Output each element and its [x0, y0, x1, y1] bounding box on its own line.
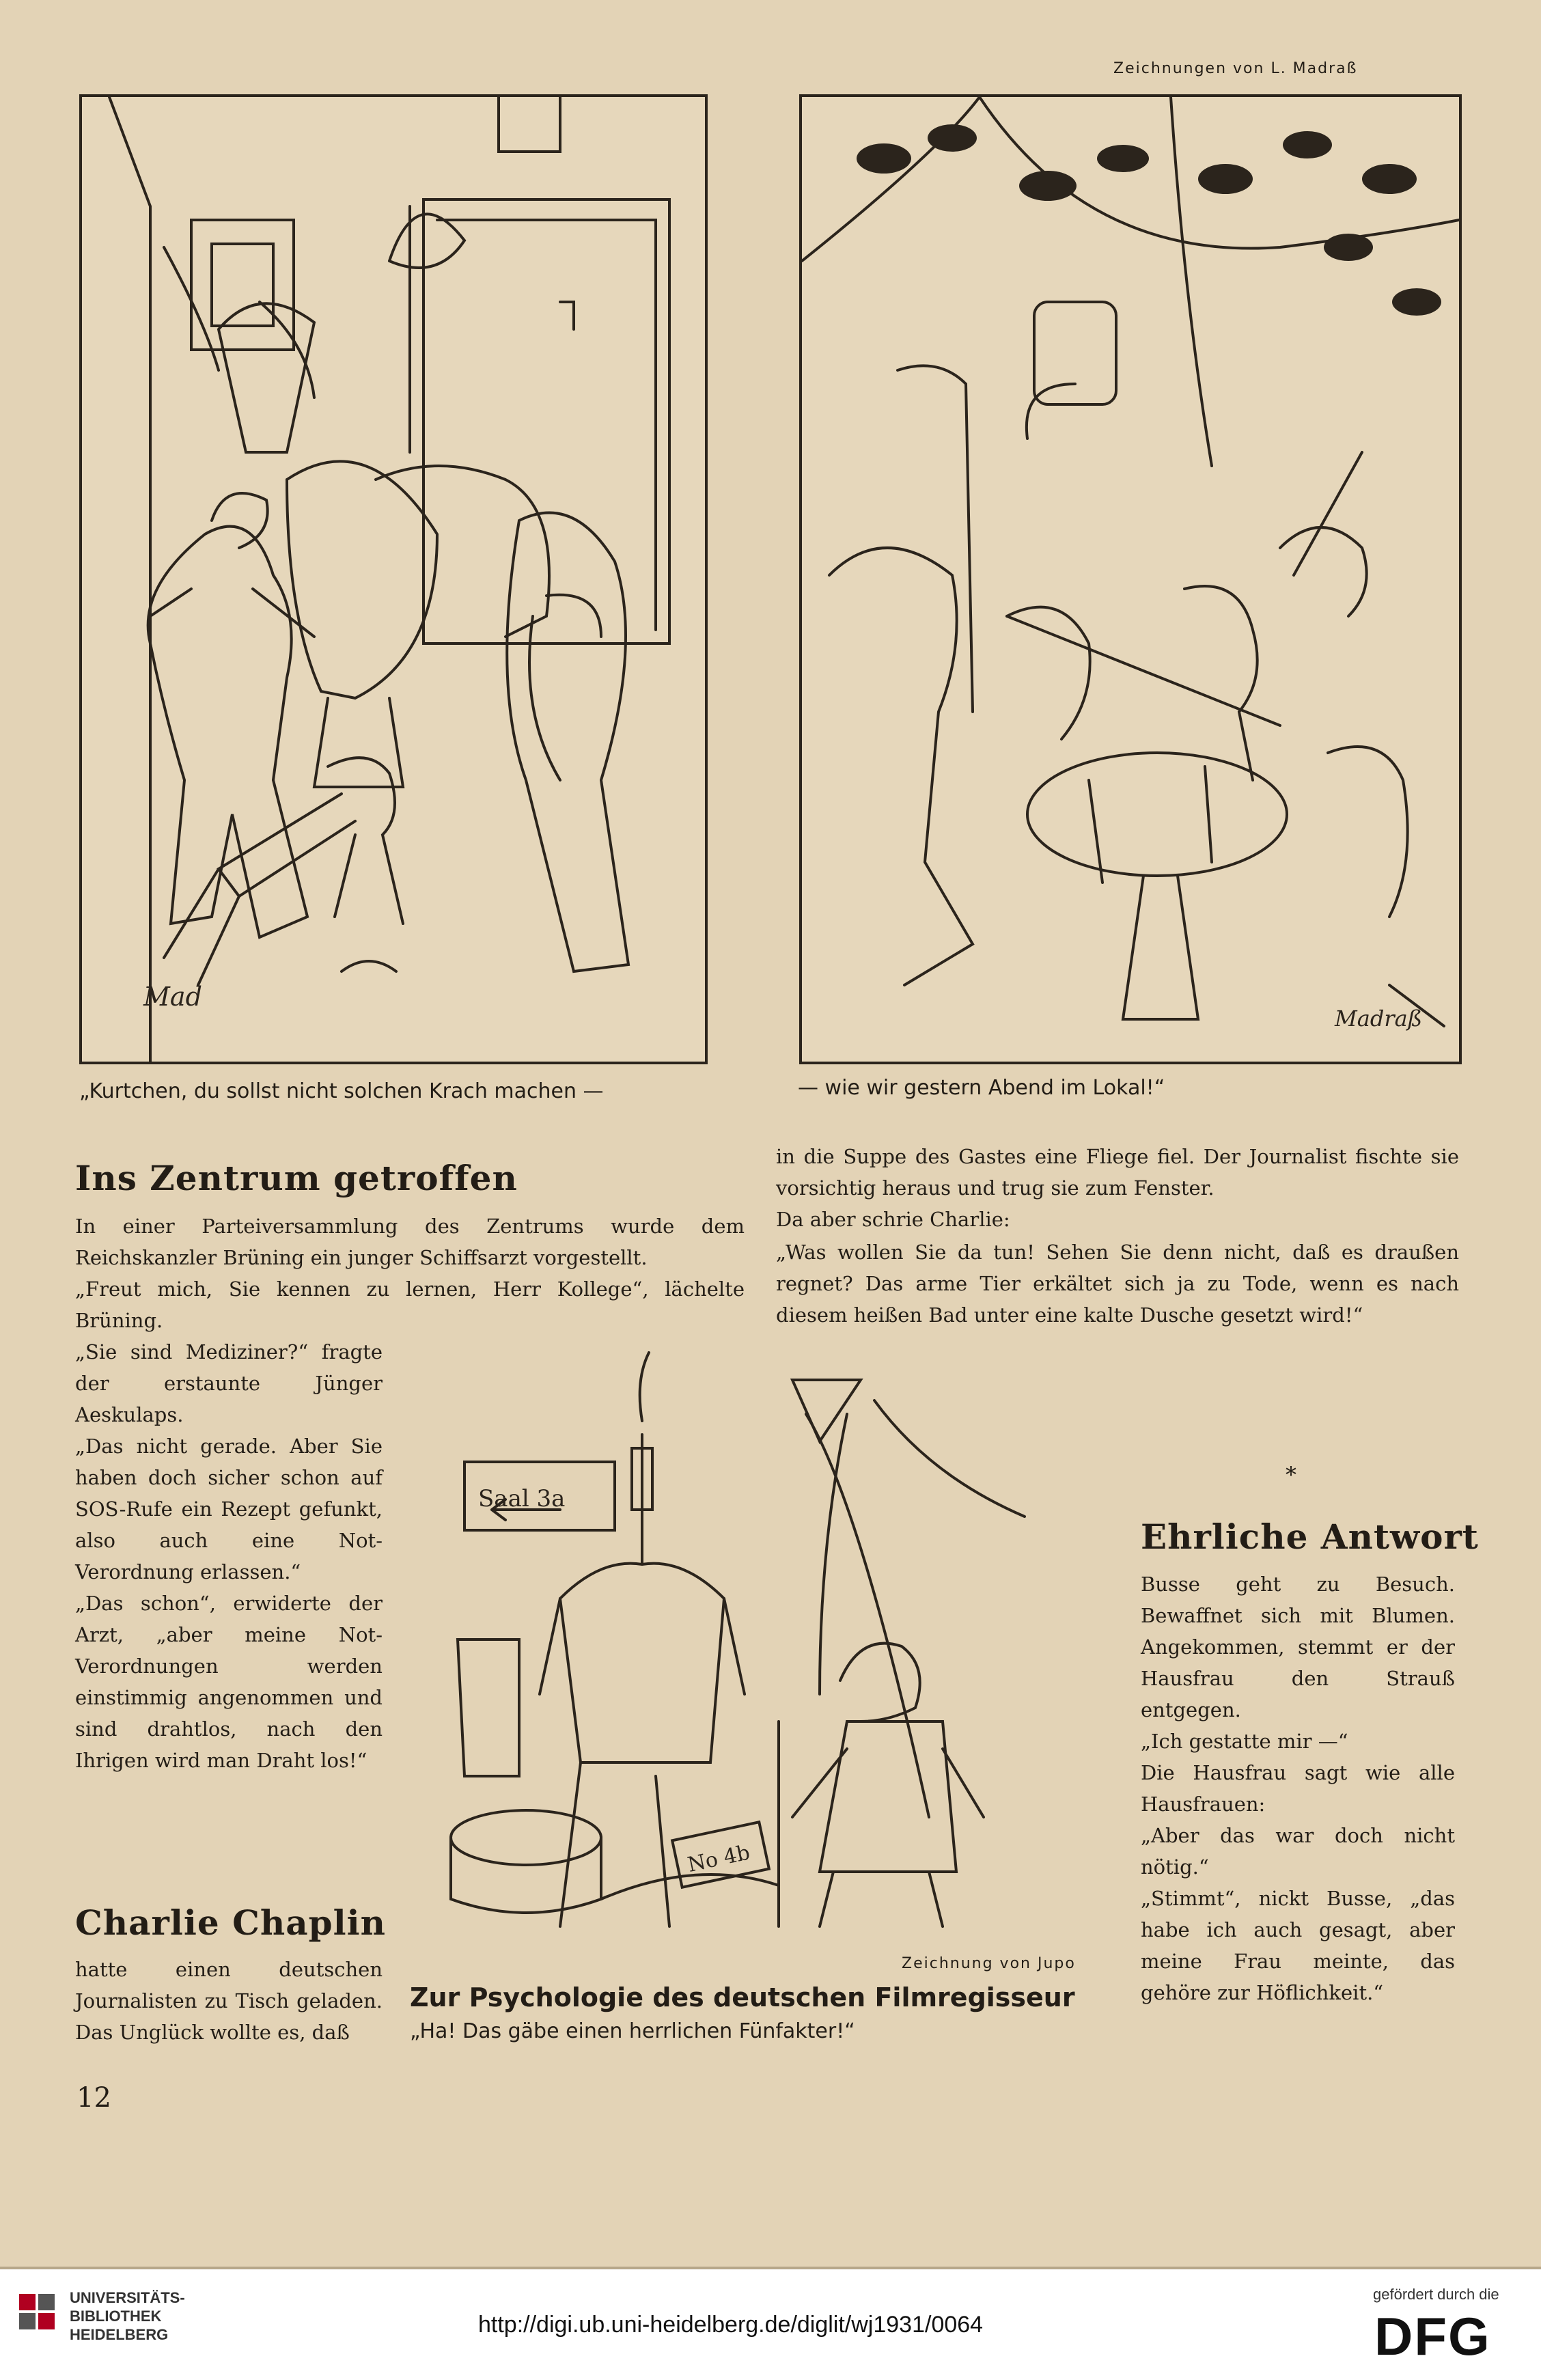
article-body-chaplin-continued: [776, 1141, 1459, 1235]
library-line: HEIDELBERG: [70, 2326, 169, 2343]
cartoon-right: [799, 94, 1462, 1064]
center-cartoon-drawing: [437, 1339, 1141, 1954]
paragraph: „Das schon“, erwiderte der Arzt, „aber meine Not-Verordnungen werden einstimmig angenommen und sind drahtlos, nach den Ihrigen wird man Draht los!“: [75, 1592, 383, 1772]
article-body-antwort: [1141, 1568, 1455, 2008]
cartoon-left-caption: „Kurtchen, du sollst nicht solchen Krach machen —: [79, 1079, 604, 1103]
paragraph: „Freut mich, Sie kennen zu lernen, Herr Kollege“, lächelte Brüning.: [75, 1277, 745, 1332]
article-body-zentrum-column: [75, 1336, 383, 1776]
illustration-credit: Zeichnungen von L. Madraß: [1113, 60, 1358, 77]
cartoon-left: [79, 94, 708, 1064]
sponsor-label: gefördert durch die: [1373, 2286, 1499, 2303]
page-number: 12: [77, 2082, 111, 2114]
paragraph: „Stimmt“, nickt Busse, „das habe ich auch gesagt, aber meine Frau meinte, das gehöre zur Höflichkeit.“: [1141, 1887, 1455, 2004]
separator-asterisk: *: [1286, 1462, 1296, 1488]
article-title-zentrum: Ins Zentrum getroffen: [75, 1158, 518, 1198]
cartoon-right-caption: — wie wir gestern Abend im Lokal!“: [798, 1076, 1165, 1100]
library-logo-icon: [15, 2290, 63, 2338]
library-line: BIBLIOTHEK: [70, 2308, 162, 2325]
cartoon-sign-text: Saal 3a: [478, 1485, 566, 1512]
paragraph: Busse geht zu Besuch. Bewaffnet sich mit Blumen. Angekommen, stemmt er der Hausfrau den Strauß entgegen.: [1141, 1573, 1455, 1721]
paragraph: „Sie sind Mediziner?“ fragte der erstaunte Jünger Aeskulaps.: [75, 1340, 383, 1426]
paragraph: „Das nicht gerade. Aber Sie haben doch sicher schon auf SOS-Rufe ein Rezept gefunkt, also auch eine Not-Verordnung erlassen.“: [75, 1435, 383, 1583]
footer-divider: [0, 2267, 1541, 2269]
center-cartoon-credit: Zeichnung von Jupo: [902, 1955, 1076, 1972]
center-cartoon-caption: „Ha! Das gäbe einen herrlichen Fünfakter!“: [410, 2019, 855, 2043]
article-body-zentrum-top: [75, 1210, 745, 1336]
left-signature: Mad: [143, 982, 202, 1012]
center-cartoon: [437, 1339, 1141, 1954]
center-cartoon-title: Zur Psychologie des deutschen Filmregisseur: [410, 1982, 1075, 2012]
cartoon-tag-text: No 4b: [685, 1840, 753, 1877]
paragraph: Die Hausfrau sagt wie alle Hausfrauen:: [1141, 1761, 1455, 1816]
library-line: UNIVERSITÄTS-: [70, 2289, 185, 2306]
digital-copy-url[interactable]: http://digi.ub.uni-heidelberg.de/diglit/wj1931/0064: [478, 2312, 984, 2338]
article-body-chaplin-intro: [75, 1954, 383, 2048]
paragraph: Da aber schrie Charlie:: [776, 1208, 1010, 1231]
paragraph: in die Suppe des Gastes eine Fliege fiel. Der Journalist fischte sie vorsichtig heraus und trug sie zum Fenster.: [776, 1145, 1459, 1200]
cartoon-right-drawing: [802, 97, 1459, 1062]
paragraph: In einer Parteiversammlung des Zentrums wurde dem Reichskanzler Brüning ein junger Schiffsarzt vorgestellt.: [75, 1215, 745, 1269]
library-name: [70, 2288, 185, 2344]
article-title-chaplin: Charlie Chaplin: [75, 1902, 386, 1943]
paragraph: „Aber das war doch nicht nötig.“: [1141, 1824, 1455, 1879]
paragraph: hatte einen deutschen Journalisten zu Tisch geladen. Das Unglück wollte es, daß: [75, 1958, 383, 2044]
paragraph: „Was wollen Sie da tun! Sehen Sie denn nicht, daß es draußen regnet? Das arme Tier erkältet sich ja zu Tode, wenn es nach diesem heißen Bad unter eine kalte Dusche gesetzt wird!“: [776, 1241, 1459, 1327]
right-signature: Madraß: [1335, 1006, 1423, 1032]
article-body-chaplin-end: [776, 1236, 1459, 1327]
paragraph: „Ich gestatte mir —“: [1141, 1730, 1348, 1753]
dfg-logo: DFG: [1374, 2306, 1491, 2366]
cartoon-left-drawing: [82, 97, 705, 1062]
article-title-antwort: Ehrliche Antwort: [1141, 1517, 1479, 1557]
